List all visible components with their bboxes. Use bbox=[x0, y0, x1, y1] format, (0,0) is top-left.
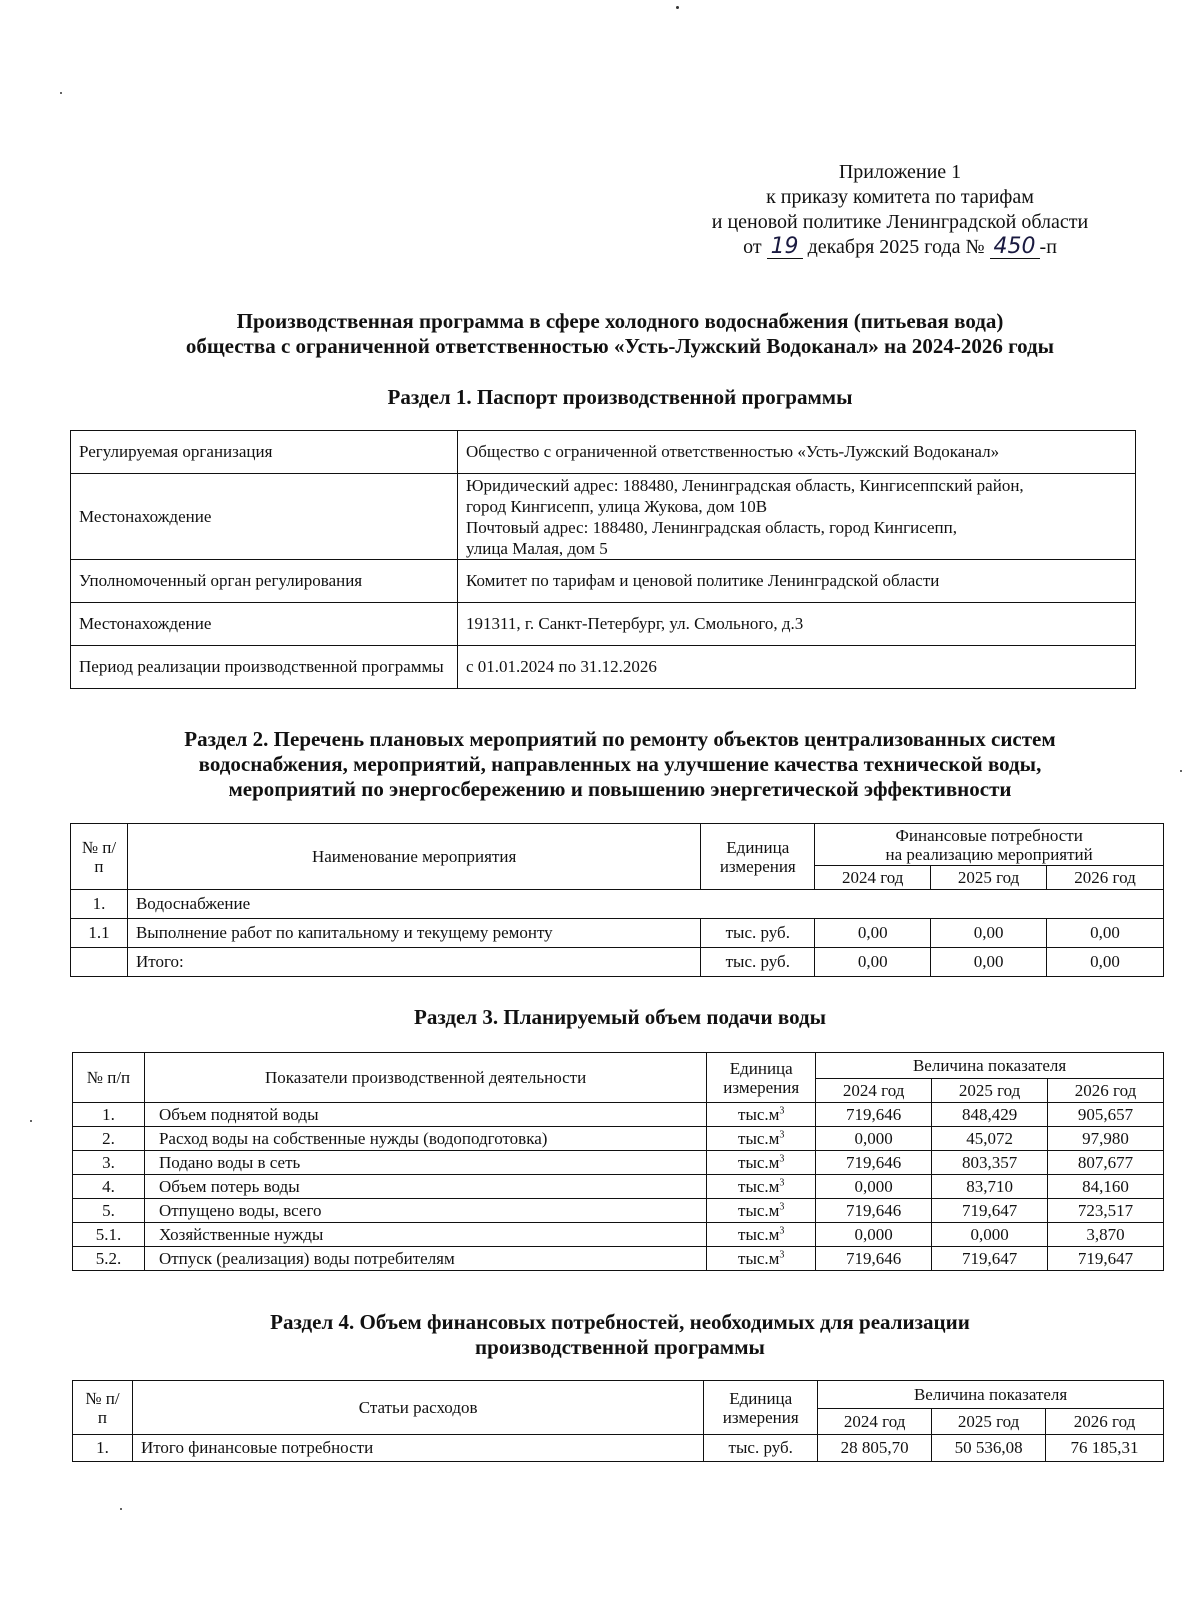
row-name: Выполнение работ по капитальному и текущему ремонту bbox=[127, 919, 700, 948]
table-row bbox=[73, 1247, 1164, 1271]
table-row bbox=[73, 1435, 1164, 1462]
row-unit: тыс. руб. bbox=[701, 948, 815, 977]
row-name: Хозяйственные нужды bbox=[144, 1223, 706, 1247]
passport-label: Период реализации производственной программы bbox=[71, 646, 458, 689]
table-row bbox=[73, 1127, 1164, 1151]
header-2024: 2024 год bbox=[815, 866, 931, 890]
scan-speck bbox=[120, 1508, 122, 1510]
row-value-2025: 848,429 bbox=[932, 1103, 1048, 1127]
header-unit: Единица измерения bbox=[707, 1053, 816, 1103]
row-num: 1. bbox=[71, 890, 128, 919]
row-value-2024: 719,646 bbox=[816, 1199, 932, 1223]
row-num bbox=[71, 948, 128, 977]
header-2025: 2025 год bbox=[932, 1079, 1048, 1103]
water-supply-volume-table bbox=[72, 1052, 1164, 1271]
header-num: № п/п bbox=[73, 1381, 133, 1435]
row-value-2026: 76 185,31 bbox=[1046, 1435, 1164, 1462]
passport-label: Уполномоченный орган регулирования bbox=[71, 560, 458, 603]
row-name: Итого финансовые потребности bbox=[132, 1435, 703, 1462]
unit-base: тыс.м bbox=[738, 1104, 780, 1124]
header-financial-needs: Финансовые потребности на реализацию мероприятий bbox=[815, 824, 1164, 866]
row-num: 1. bbox=[73, 1103, 145, 1127]
financial-needs-table bbox=[72, 1380, 1164, 1462]
row-value-2026: 3,870 bbox=[1048, 1223, 1164, 1247]
row-name: Отпуск (реализация) воды потребителям bbox=[144, 1247, 706, 1271]
passport-value: Комитет по тарифам и ценовой политике Ленинградской области bbox=[458, 560, 1136, 603]
row-unit bbox=[707, 1103, 816, 1127]
passport-value: Юридический адрес: 188480, Ленинградская область, Кингисеппский район, город Кингисепп, улица Жукова, дом 10В Почтовый адрес: 188480, Ленинградская область, город Кингисепп, улица Малая, дом 5 bbox=[458, 474, 1136, 560]
unit-base: тыс.м bbox=[738, 1152, 780, 1172]
header-value: Величина показателя bbox=[818, 1381, 1164, 1409]
scan-speck bbox=[30, 1120, 32, 1122]
row-name: Подано воды в сеть bbox=[144, 1151, 706, 1175]
row-num: 5. bbox=[73, 1199, 145, 1223]
table-row bbox=[71, 948, 1164, 977]
section4-title bbox=[60, 1310, 1180, 1360]
row-value-2025: 803,357 bbox=[932, 1151, 1048, 1175]
row-unit bbox=[707, 1175, 816, 1199]
row-value-2024: 719,646 bbox=[816, 1151, 932, 1175]
header-value: Величина показателя bbox=[816, 1053, 1164, 1079]
row-unit bbox=[707, 1127, 816, 1151]
passport-label: Регулируемая организация bbox=[71, 431, 458, 474]
row-num: 3. bbox=[73, 1151, 145, 1175]
date-prefix: от bbox=[743, 236, 762, 258]
appendix-line3: и ценовой политике Ленинградской области bbox=[711, 211, 1089, 233]
header-name: Наименование мероприятия bbox=[127, 824, 700, 890]
handwritten-order-number: 450 bbox=[990, 236, 1040, 259]
row-value-2025: 50 536,08 bbox=[932, 1435, 1046, 1462]
row-value-2025: 0,000 bbox=[932, 1223, 1048, 1247]
passport-label: Местонахождение bbox=[71, 603, 458, 646]
unit-superscript: 3 bbox=[779, 1128, 785, 1140]
row-value-2025: 719,647 bbox=[932, 1199, 1048, 1223]
table-row bbox=[73, 1103, 1164, 1127]
row-value-2026: 0,00 bbox=[1047, 948, 1164, 977]
row-value-2026: 84,160 bbox=[1048, 1175, 1164, 1199]
section2-title-line1: Раздел 2. Перечень плановых мероприятий по ремонту объектов централизованных систем bbox=[184, 727, 1056, 751]
row-num: 5.2. bbox=[73, 1247, 145, 1271]
header-2026: 2026 год bbox=[1048, 1079, 1164, 1103]
row-value-2026: 807,677 bbox=[1048, 1151, 1164, 1175]
section2-title-line3: мероприятий по энергосбережению и повышению энергетической эффективности bbox=[228, 777, 1012, 801]
table-row bbox=[71, 603, 1136, 646]
row-unit bbox=[707, 1223, 816, 1247]
row-name: Отпущено воды, всего bbox=[144, 1199, 706, 1223]
row-value-2026: 719,647 bbox=[1048, 1247, 1164, 1271]
row-name: Объем поднятой воды bbox=[144, 1103, 706, 1127]
row-group-name: Водоснабжение bbox=[127, 890, 1163, 919]
handwritten-day: 19 bbox=[767, 236, 803, 259]
unit-base: тыс.м bbox=[738, 1128, 780, 1148]
scan-speck bbox=[60, 92, 62, 94]
row-num: 5.1. bbox=[73, 1223, 145, 1247]
row-name: Объем потерь воды bbox=[144, 1175, 706, 1199]
section3-title: Раздел 3. Планируемый объем подачи воды bbox=[414, 1005, 826, 1029]
header-2024: 2024 год bbox=[816, 1079, 932, 1103]
row-unit bbox=[707, 1247, 816, 1271]
header-unit: Единица измерения bbox=[704, 1381, 818, 1435]
row-name: Расход воды на собственные нужды (водоподготовка) bbox=[144, 1127, 706, 1151]
table-row bbox=[71, 431, 1136, 474]
row-value-2025: 0,00 bbox=[931, 948, 1047, 977]
row-value-2024: 0,000 bbox=[816, 1127, 932, 1151]
row-value-2026: 905,657 bbox=[1048, 1103, 1164, 1127]
appendix-date-line bbox=[660, 235, 1140, 260]
section4-title-line2: производственной программы bbox=[475, 1335, 765, 1359]
row-value-2025: 719,647 bbox=[932, 1247, 1048, 1271]
row-value-2024: 28 805,70 bbox=[818, 1435, 932, 1462]
passport-value: 191311, г. Санкт-Петербург, ул. Смольного, д.3 bbox=[458, 603, 1136, 646]
water-supply-rows bbox=[73, 1103, 1164, 1271]
section1-title: Раздел 1. Паспорт производственной программы bbox=[387, 385, 853, 409]
header-num: № п/п bbox=[71, 824, 128, 890]
table-row bbox=[71, 474, 1136, 560]
unit-superscript: 3 bbox=[779, 1224, 785, 1236]
row-name: Итого: bbox=[127, 948, 700, 977]
unit-superscript: 3 bbox=[779, 1104, 785, 1116]
row-value-2024: 719,646 bbox=[816, 1103, 932, 1127]
table-row bbox=[71, 919, 1164, 948]
unit-base: тыс.м bbox=[738, 1200, 780, 1220]
section4-title-line1: Раздел 4. Объем финансовых потребностей, необходимых для реализации bbox=[270, 1310, 970, 1334]
header-num: № п/п bbox=[73, 1053, 145, 1103]
row-unit: тыс. руб. bbox=[701, 919, 815, 948]
appendix-line2: к приказу комитета по тарифам bbox=[766, 186, 1034, 208]
table-row bbox=[73, 1199, 1164, 1223]
appendix-header bbox=[660, 160, 1140, 260]
row-unit: тыс. руб. bbox=[704, 1435, 818, 1462]
passport-value: с 01.01.2024 по 31.12.2026 bbox=[458, 646, 1136, 689]
row-unit bbox=[707, 1151, 816, 1175]
table-row bbox=[71, 890, 1164, 919]
header-2026: 2026 год bbox=[1047, 866, 1164, 890]
unit-superscript: 3 bbox=[779, 1200, 785, 1212]
row-value-2024: 0,00 bbox=[815, 948, 931, 977]
passport-value: Общество с ограниченной ответственностью «Усть-Лужский Водоканал» bbox=[458, 431, 1136, 474]
header-2026: 2026 год bbox=[1046, 1409, 1164, 1435]
table-row bbox=[71, 646, 1136, 689]
row-num: 2. bbox=[73, 1127, 145, 1151]
unit-base: тыс.м bbox=[738, 1224, 780, 1244]
header-2025: 2025 год bbox=[932, 1409, 1046, 1435]
header-2025: 2025 год bbox=[931, 866, 1047, 890]
appendix-line1: Приложение 1 bbox=[838, 161, 962, 183]
header-expense-items: Статьи расходов bbox=[132, 1381, 703, 1435]
header-2024: 2024 год bbox=[818, 1409, 932, 1435]
row-num: 4. bbox=[73, 1175, 145, 1199]
document-title-line2: общества с ограниченной ответственностью «Усть-Лужский Водоканал» на 2024-2026 годы bbox=[185, 334, 1055, 358]
section2-title-line2: водоснабжения, мероприятий, направленных на улучшение качества технической воды, bbox=[198, 752, 1042, 776]
row-value-2025: 45,072 bbox=[932, 1127, 1048, 1151]
row-value-2026: 723,517 bbox=[1048, 1199, 1164, 1223]
section2-title bbox=[60, 727, 1180, 802]
row-value-2025: 83,710 bbox=[932, 1175, 1048, 1199]
unit-superscript: 3 bbox=[779, 1176, 785, 1188]
row-unit bbox=[707, 1199, 816, 1223]
unit-superscript: 3 bbox=[779, 1248, 785, 1260]
row-value-2026: 97,980 bbox=[1048, 1127, 1164, 1151]
table-row bbox=[73, 1223, 1164, 1247]
unit-superscript: 3 bbox=[779, 1152, 785, 1164]
row-num: 1. bbox=[73, 1435, 133, 1462]
document-title-line1: Производственная программа в сфере холодного водоснабжения (питьевая вода) bbox=[236, 309, 1004, 333]
row-value-2024: 0,000 bbox=[816, 1223, 932, 1247]
passport-table bbox=[70, 430, 1136, 689]
document-title bbox=[60, 309, 1180, 359]
passport-label: Местонахождение bbox=[71, 474, 458, 560]
row-value-2024: 0,000 bbox=[816, 1175, 932, 1199]
row-value-2024: 719,646 bbox=[816, 1247, 932, 1271]
repair-measures-table bbox=[70, 823, 1164, 977]
unit-base: тыс.м bbox=[738, 1248, 780, 1268]
number-suffix: -п bbox=[1039, 236, 1057, 258]
row-num: 1.1 bbox=[71, 919, 128, 948]
scan-speck bbox=[676, 6, 679, 9]
table-row bbox=[73, 1151, 1164, 1175]
date-mid: декабря 2025 года № bbox=[807, 236, 985, 258]
header-unit: Единица измерения bbox=[701, 824, 815, 890]
table-row bbox=[73, 1175, 1164, 1199]
header-indicator: Показатели производственной деятельности bbox=[144, 1053, 706, 1103]
unit-base: тыс.м bbox=[738, 1176, 780, 1196]
row-value-2024: 0,00 bbox=[815, 919, 931, 948]
row-value-2026: 0,00 bbox=[1047, 919, 1164, 948]
row-value-2025: 0,00 bbox=[931, 919, 1047, 948]
scan-speck bbox=[1180, 770, 1182, 772]
table-row bbox=[71, 560, 1136, 603]
